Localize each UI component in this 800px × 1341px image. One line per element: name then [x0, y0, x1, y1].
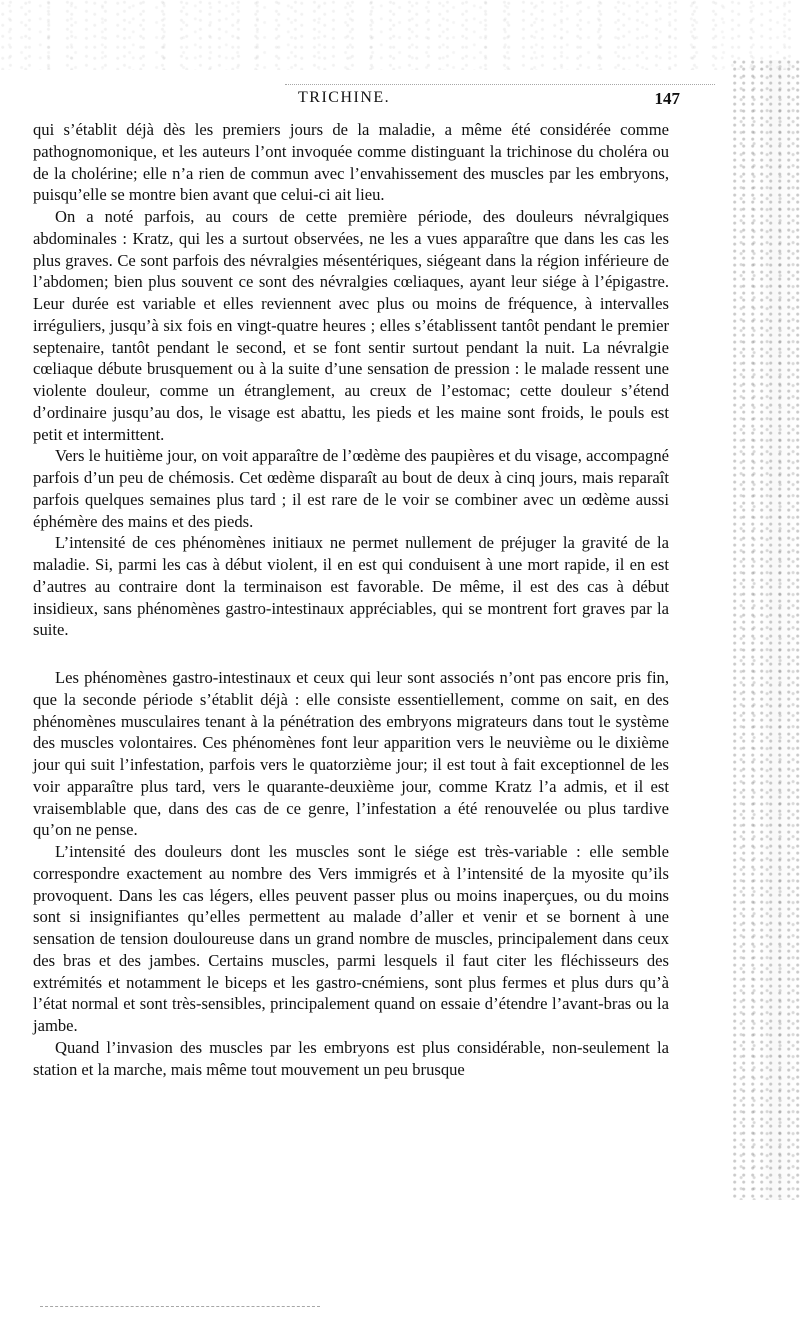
scan-noise-top	[0, 0, 800, 70]
scan-footer-mark	[40, 1306, 320, 1307]
body-text	[33, 119, 669, 1080]
scan-dotted-rule	[285, 84, 715, 85]
paragraph-4: L’intensité de ces phénomènes initiaux ne permet nullement de préjuger la gravité de la maladie. Si, parmi les cas à début violent, il en est qui conduisent à une mort rapide, il en est d’autres au contraire dont la terminaison est favorable. De même, il est des cas à début insidieux, sans phénomènes gastro-intestinaux appréciables, qui se montrent fort graves par la suite.	[33, 533, 669, 640]
paragraph-6: L’intensité des douleurs dont les muscles sont le siége est très-variable : elle semble correspondre exactement au nombre des Vers immigrés et à l’intensité de la myosite qu’ils provoquent. Dans les cas légers, elles peuvent passer plus ou moins inaperçues, ou du moins sont si insignifiantes qu’elles permettent au malade d’aller et venir et se bornent à une sensation de tension douloureuse dans un grand nombre de muscles, principalement dans ceux des bras et des jambes. Certains muscles, parmi lesquels il faut citer les fléchisseurs des extrémités et notamment le biceps et les gastro-cnémiens, sont plus fermes et plus durs qu’à l’état normal et sont très-sensibles, principalement quand on essaie d’étendre l’avant-bras ou la jambe.	[33, 842, 669, 1035]
running-title: TRICHINE.	[298, 89, 391, 106]
paragraph-7: Quand l’invasion des muscles par les embryons est plus considérable, non-seulement la station et la marche, mais même tout mouvement un peu brusque	[33, 1037, 669, 1079]
page-number: 147	[654, 89, 680, 108]
scan-noise-right-margin	[732, 60, 800, 1200]
paragraph-2: On a noté parfois, au cours de cette première période, des douleurs névralgiques abdominales : Kratz, qui les a surtout observées, ne les a vues apparaître que dans les cas les plus graves. Ce sont parfois des névralgies mésentériques, siégeant dans la région inférieure de l’abdomen; bien plus souvent ce sont des névralgies cœliaques, ayant leur siége à l’épigastre. Leur durée est variable et elles reviennent avec plus ou moins de fréquence, à intervalles irréguliers, jusqu’à six fois en vingt-quatre heures ; elles s’établissent tantôt pendant le premier septenaire, tantôt pendant le second, et se font sentir surtout pendant la nuit. La névralgie cœliaque débute brusquement ou à la suite d’une sensation de pression : le malade ressent une violente douleur, comme un étranglement, au creux de l’estomac; cette douleur s’étend d’ordinaire jusqu’au dos, le visage est abattu, les pieds et les maine sont froids, le pouls est petit et intermittent.	[33, 207, 669, 444]
paragraph-5: Les phénomènes gastro-intestinaux et ceux qui leur sont associés n’ont pas encore pris fin, que la seconde période s’établit déjà : elle consiste essentiellement, comme on sait, en des phénomènes musculaires tenant à la pénétration des embryons migrateurs dans tout le système des muscles volontaires. Ces phénomènes font leur apparition vers le neuvième ou le dixième jour qui suit l’infestation, parfois vers le quatorzième jour; il est tout à fait exceptionnel de les voir apparaître plus tard, vers le quarante-deuxième jour, comme Kratz l’a admis, et il est vraisemblable que, dans des cas de ce genre, l’infestation a été renouvelée ou plus tardive qu’on ne pense.	[33, 668, 669, 840]
paragraph-1: qui s’établit déjà dès les premiers jours de la maladie, a même été considérée comme pathognomonique, et les auteurs l’ont invoquée comme distinguant la trichinose du choléra ou de la cholérine; elle n’a rien de commun avec l’envahissement des muscles par les embryons, puisqu’elle se montre bien avant que celui-ci ait lieu.	[33, 120, 669, 205]
running-header	[40, 89, 680, 111]
paragraph-3: Vers le huitième jour, on voit apparaître de l’œdème des paupières et du visage, accompagné parfois d’un peu de chémosis. Cet œdème disparaît au bout de deux à cinq jours, mais reparaît parfois quelques semaines plus tard ; il est rare de le voir se combiner avec un œdème aussi éphémère des mains et des pieds.	[33, 446, 670, 531]
